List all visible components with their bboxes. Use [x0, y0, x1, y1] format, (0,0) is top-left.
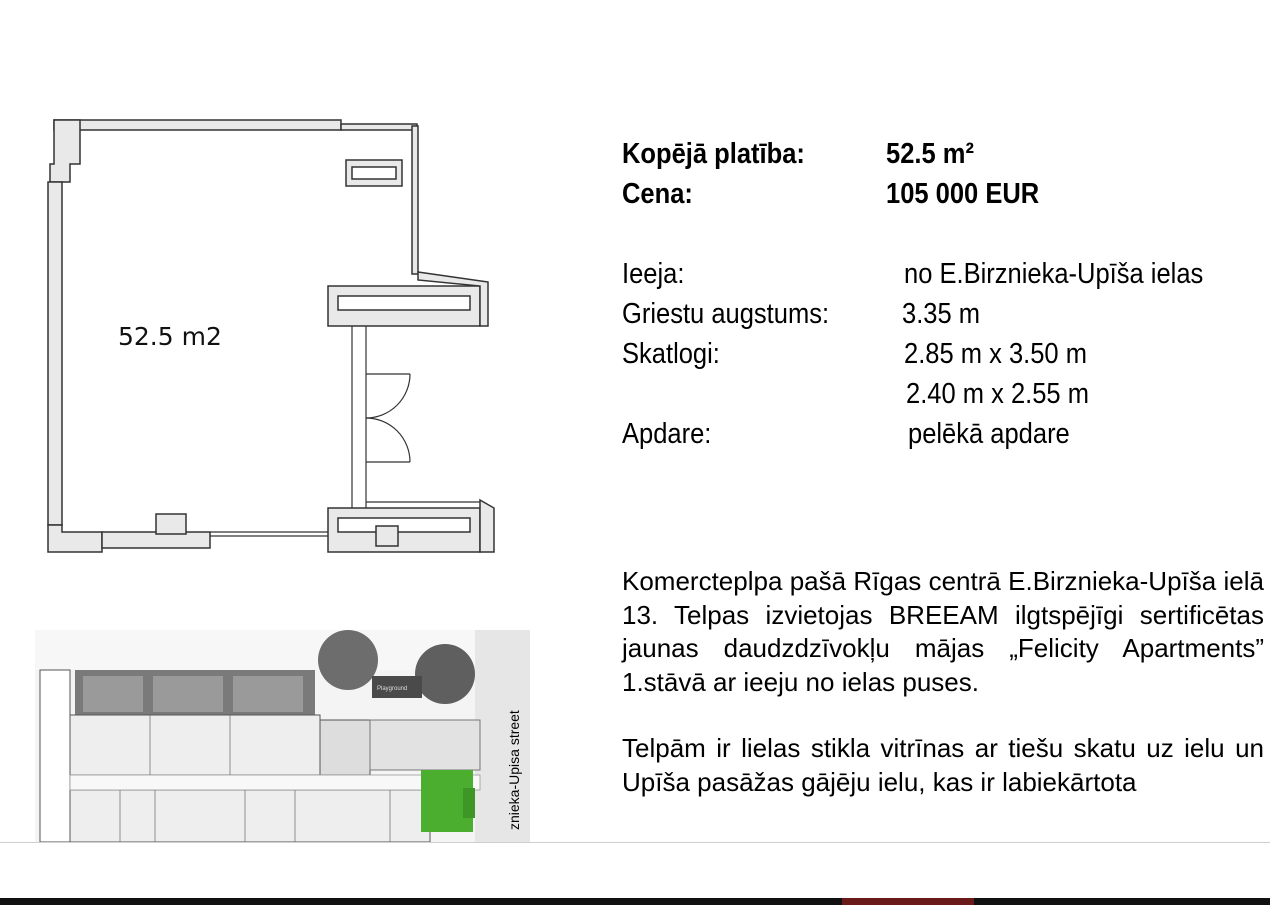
ceiling-value: 3.35 m — [902, 298, 981, 330]
windows-label: Skatlogi: — [622, 338, 720, 370]
site-plan-drawing — [35, 630, 530, 842]
site-plan — [35, 630, 530, 842]
page-divider — [0, 842, 1270, 843]
entrance-label: Ieeja: — [622, 258, 685, 290]
windows-value-1: 2.85 m x 3.50 m — [904, 338, 1087, 370]
windows-value-2: 2.40 m x 2.55 m — [906, 378, 1089, 410]
description-paragraph-1: Komercteplpa pašā Rīgas centrā E.Birznieka-Upīša ielā 13. Telpas izvietojas BREEAM ilgtspējīgi sertificētas jaunas daudzdzīvokļu mājas „Felicity Apartments” 1.stāvā ar ieeju no ielas puses. — [622, 566, 1264, 697]
ceiling-label: Griestu augstums: — [622, 298, 830, 330]
entrance-value: no E.Birznieka-Upīša ielas — [904, 258, 1204, 290]
site-street-label: znieka-Upisa street — [506, 710, 522, 830]
bottom-bar — [0, 898, 1270, 905]
floor-plan-drawing — [40, 112, 500, 562]
site-playground-label: Playground — [377, 686, 408, 692]
finish-value: pelēkā apdare — [908, 418, 1070, 450]
finish-label: Apdare: — [622, 418, 712, 450]
description — [622, 565, 1264, 799]
description-paragraph-2: Telpām ir lielas stikla vitrīnas ar tiešu skatu uz ielu un Upīša pasāžas gājēju ielu, kas ir labiekārtota — [622, 733, 1264, 797]
price-value: 105 000 EUR — [886, 178, 1040, 210]
bottom-bar-accent — [842, 898, 974, 905]
total-area-value: 52.5 m² — [886, 138, 974, 170]
price-label: Cena: — [622, 178, 693, 210]
total-area-label: Kopējā platība: — [622, 138, 805, 170]
floor-plan-area-label: 52.5 m2 — [118, 322, 222, 351]
floor-plan — [40, 112, 500, 562]
